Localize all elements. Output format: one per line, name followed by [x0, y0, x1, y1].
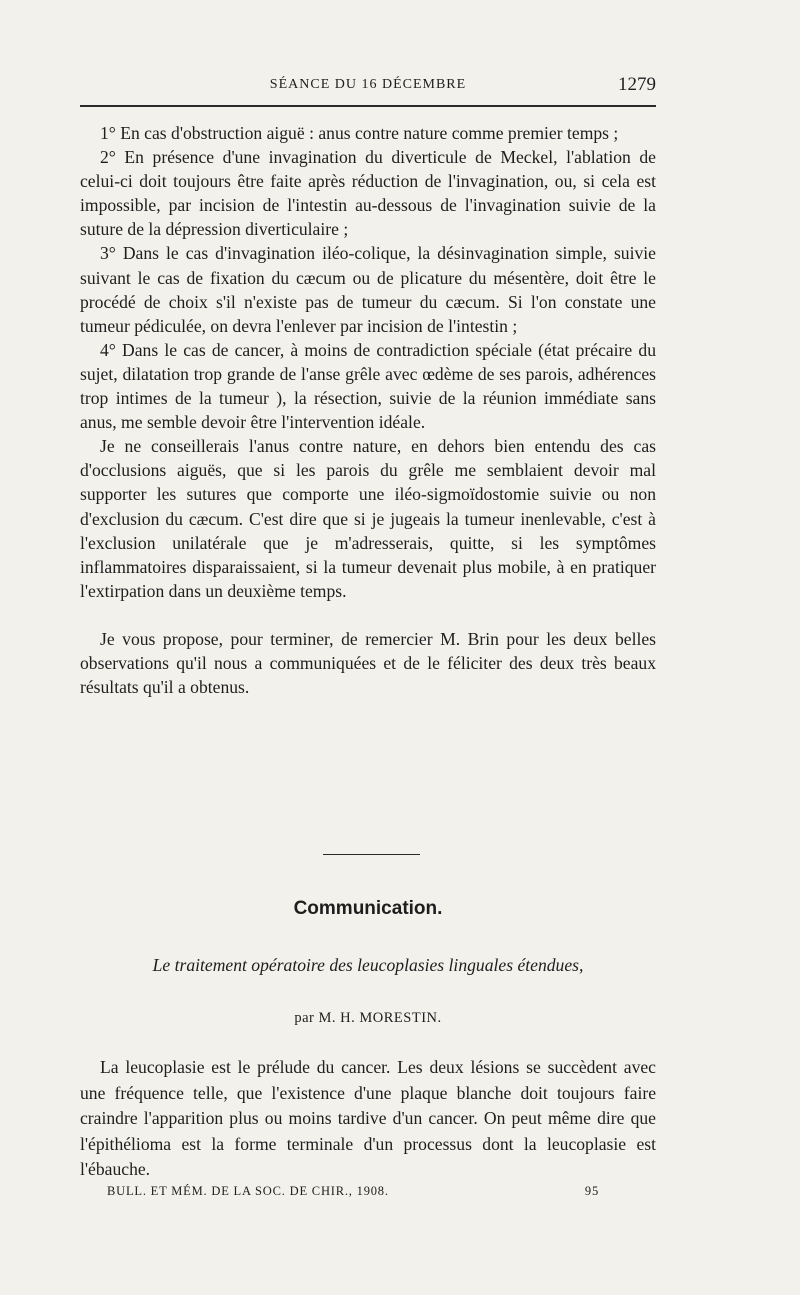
article-author: par M. H. MORESTIN.	[294, 1010, 442, 1026]
header-rule	[80, 105, 656, 107]
footer-signature: 95	[584, 1184, 599, 1198]
footer-citation: BULL. ET MÉM. DE LA SOC. DE CHIR., 1908.	[107, 1184, 389, 1198]
article-intro	[80, 1055, 656, 1183]
article-title: Le traitement opératoire des leucoplasies linguales étendues,	[152, 955, 584, 975]
paragraph-intro: La leucoplasie est le prélude du cancer. Les deux lésions se succèdent avec une fréquence telle, que l'existence d'une plaque blanche doit toujours faire craindre l'apparition plus ou moins tardive d'un cancer. On peut même dire que l'épithélioma est la forme terminale d'un processus dont la leucoplasie est l'ébauche.	[80, 1057, 656, 1180]
paragraph-conclusion-4: 4° Dans le cas de cancer, à moins de contradiction spéciale (état précaire du sujet, dilatation trop grande de l'anse grêle avec œdème de ses parois, adhérences trop intimes de la tumeur ), la résection, suivie de la réunion immédiate sans anus, me semble devoir être l'intervention idéale.	[80, 339, 656, 433]
section-divider	[323, 854, 420, 855]
paragraph-anus-opinion: Je ne conseillerais l'anus contre nature, en dehors bien entendu des cas d'occlusions aiguës, que si les parois du grêle me semblaient devoir mal supporter les sutures que comporte une iléo-sigmoïdostomie suivie ou non d'exclusion du cæcum. C'est dire que si je jugeais la tumeur inenlevable, c'est à l'exclusion unilatérale que je m'adresserais, quitte, si les symptômes inflammatoires disparaissaient, si la tumeur devenait plus mobile, à en pratiquer l'extirpation dans un deuxième temps.	[80, 436, 656, 601]
running-head	[80, 74, 656, 98]
paragraph-closing: Je vous propose, pour terminer, de remercier M. Brin pour les deux belles observations qu'il nous a communiquées et de le féliciter des deux très beaux résultats qu'il a obtenus.	[80, 628, 656, 698]
page-footer	[107, 1184, 599, 1204]
paragraph-conclusion-3: 3° Dans le cas d'invagination iléo-colique, la désinvagination simple, suivie suivant le cas de fixation du cæcum ou de plicature du mésentère, doit être le procédé de choix s'il n'existe pas de tumeur du cæcum. Si l'on constate une tumeur pédiculée, on devra l'enlever par incision de l'intestin ;	[80, 243, 656, 336]
body-text	[80, 121, 656, 699]
running-title: SÉANCE DU 16 DÉCEMBRE	[269, 77, 467, 92]
section-heading: Communication.	[293, 898, 443, 919]
paragraph-conclusion-1: 1° En cas d'obstruction aiguë : anus contre nature comme premier temps ;	[100, 123, 619, 143]
paragraph-conclusion-2: 2° En présence d'une invagination du diverticule de Meckel, l'ablation de celui-ci doit toujours être faite après réduction de l'invagination, ou, si cela est impossible, par incision de l'intestin au-dessous de l'invagination suivie de la suture de la dépression diverticulaire ;	[80, 147, 656, 240]
page-number: 1279	[618, 74, 656, 95]
